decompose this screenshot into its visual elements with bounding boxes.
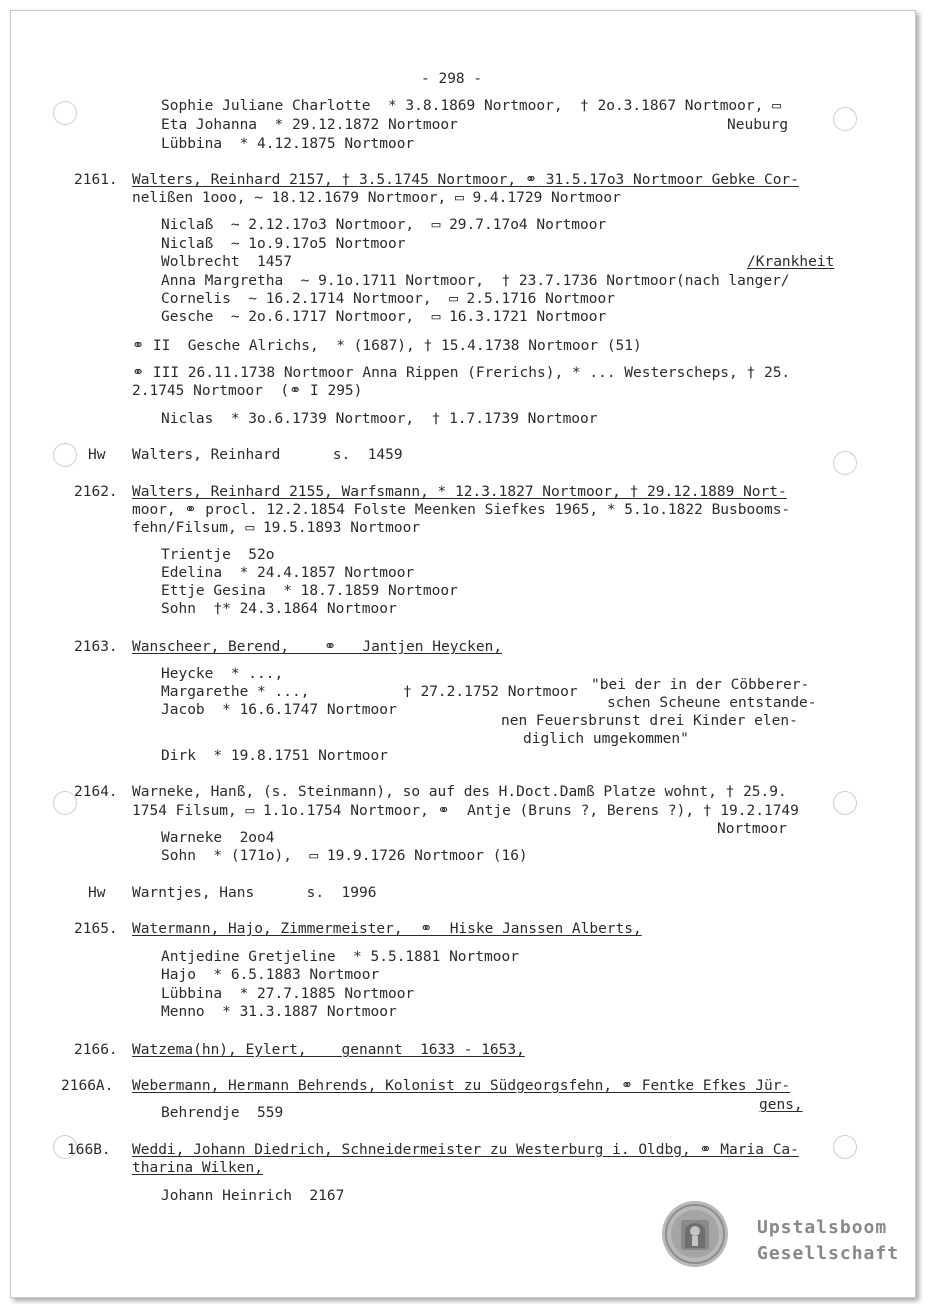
text-line: Dirk * 19.8.1751 Nortmoor [161,748,388,764]
text-line: Sohn †* 24.3.1864 Nortmoor [161,601,397,617]
text-line: Ettje Gesina * 18.7.1859 Nortmoor [161,583,458,599]
document-page [10,10,916,1298]
text-line: Wolbrecht 1457 [161,254,292,270]
entry-heading: Walters, Reinhard 2155, Warfsmann, * 12.3.1827 Nortmoor, † 29.12.1889 Nort- [132,484,787,500]
entry-number: 2163. [74,639,118,655]
text-line: fehn/Filsum, ▭ 19.5.1893 Nortmoor [132,520,421,536]
text-line: schen Scheune entstande- [607,695,817,711]
hw-marker: Hw [88,885,106,901]
text-line: Hajo * 6.5.1883 Nortmoor [161,967,380,983]
entry-heading: Warneke, Hanß, (s. Steinmann), so auf des H.Doct.Damß Platze wohnt, † 25.9. [132,784,787,800]
entry-number: 2162. [74,484,118,500]
entry-heading: Webermann, Hermann Behrends, Kolonist zu Südgeorgsfehn, ⚭ Fentke Efkes Jür- [132,1078,791,1094]
text-line: diglich umgekommen" [523,731,689,747]
entry-number: 2166A. [61,1078,114,1094]
page-number: - 298 - [421,71,483,87]
text-line: Lübbina * 27.7.1885 Nortmoor [161,986,415,1002]
text-line: Warntjes, Hans s. 1996 [132,885,377,901]
text-line: moor, ⚭ procl. 12.2.1854 Folste Meenken Siefkes 1965, * 5.1o.1822 Busbooms- [132,502,791,518]
text-line: Neuburg [727,117,789,133]
text-line: Eta Johanna * 29.12.1872 Nortmoor [161,117,458,133]
text-line: † 27.2.1752 Nortmoor [403,684,578,700]
text-line: "bei der in der Cöbberer- [591,677,810,693]
entry-number: 2164. [74,784,118,800]
text-line: Trientje 52o [161,547,275,563]
punch-hole-left-1 [53,101,77,125]
text-line: Gesche ~ 2o.6.1717 Nortmoor, ▭ 16.3.1721 Nortmoor [161,309,607,325]
text-line: /Krankheit [747,254,835,270]
brand-name-line2: Gesellschaft [757,1243,900,1264]
text-line: nen Feuersbrunst drei Kinder elen- [501,713,798,729]
punch-hole-right-1 [833,107,857,131]
text-line: tharina Wilken, [132,1160,263,1176]
entry-heading: Watermann, Hajo, Zimmermeister, ⚭ Hiske Janssen Alberts, [132,921,642,937]
text-line: Sohn * (171o), ▭ 19.9.1726 Nortmoor (16) [161,848,528,864]
text-line: Johann Heinrich 2167 [161,1188,345,1204]
entry-number: 2161. [74,172,118,188]
text-line: Walters, Reinhard s. 1459 [132,447,403,463]
text-line: Behrendje 559 [161,1105,284,1121]
text-line: Niclas * 3o.6.1739 Nortmoor, † 1.7.1739 Nortmoor [161,411,598,427]
upstalsboom-seal-icon [661,1200,729,1268]
text-line: Warneke 2oo4 [161,830,275,846]
text-line: Sophie Juliane Charlotte * 3.8.1869 Nortmoor, † 2o.3.1867 Nortmoor, ▭ [161,98,781,114]
brand-name-line1: Upstalsboom [757,1217,888,1238]
text-line: Niclaß ~ 2.12.17o3 Nortmoor, ▭ 29.7.17o4 Nortmoor [161,217,607,233]
entry-number: 2166. [74,1042,118,1058]
entry-number: 2165. [74,921,118,937]
text-line: Anna Margretha ~ 9.1o.1711 Nortmoor, † 23.7.1736 Nortmoor(nach langer/ [161,273,790,289]
hw-marker: Hw [88,447,106,463]
text-line: ⚭ II Gesche Alrichs, * (1687), † 15.4.1738 Nortmoor (51) [132,338,642,354]
entry-number: 166B. [67,1142,111,1158]
punch-hole-left-2 [53,443,77,467]
entry-heading: Walters, Reinhard 2157, † 3.5.1745 Nortmoor, ⚭ 31.5.17o3 Nortmoor Gebke Cor- [132,172,799,188]
text-line: Nortmoor [717,821,787,837]
text-line: nelißen 1ooo, ~ 18.12.1679 Nortmoor, ▭ 9.4.1729 Nortmoor [132,190,621,206]
text-line: Heycke * ..., [161,666,284,682]
entry-heading: Wanscheer, Berend, ⚭ Jantjen Heycken, [132,639,503,655]
text-line: Lübbina * 4.12.1875 Nortmoor [161,136,415,152]
text-line: 2.1745 Nortmoor (⚭ I 295) [132,383,363,399]
entry-heading: Weddi, Johann Diedrich, Schneidermeister zu Westerburg i. Oldbg, ⚭ Maria Ca- [132,1142,799,1158]
text-line: 1754 Filsum, ▭ 1.1o.1754 Nortmoor, ⚭ Antje (Bruns ?, Berens ?), † 19.2.1749 [132,803,799,819]
entry-heading: Watzema(hn), Eylert, genannt 1633 - 1653, [132,1042,525,1058]
punch-hole-right-3 [833,791,857,815]
text-line: Edelina * 24.4.1857 Nortmoor [161,565,415,581]
text-line: Menno * 31.3.1887 Nortmoor [161,1004,397,1020]
text-line: Cornelis ~ 16.2.1714 Nortmoor, ▭ 2.5.1716 Nortmoor [161,291,615,307]
text-line: Niclaß ~ 1o.9.17o5 Nortmoor [161,236,406,252]
text-line: gens, [759,1097,803,1113]
text-line: Jacob * 16.6.1747 Nortmoor [161,702,397,718]
text-line: ⚭ III 26.11.1738 Nortmoor Anna Rippen (Frerichs), * ... Westerscheps, † 25. [132,365,791,381]
text-line: Margarethe * ..., [161,684,310,700]
text-line: Antjedine Gretjeline * 5.5.1881 Nortmoor [161,949,519,965]
punch-hole-right-2 [833,451,857,475]
punch-hole-right-4 [833,1135,857,1159]
